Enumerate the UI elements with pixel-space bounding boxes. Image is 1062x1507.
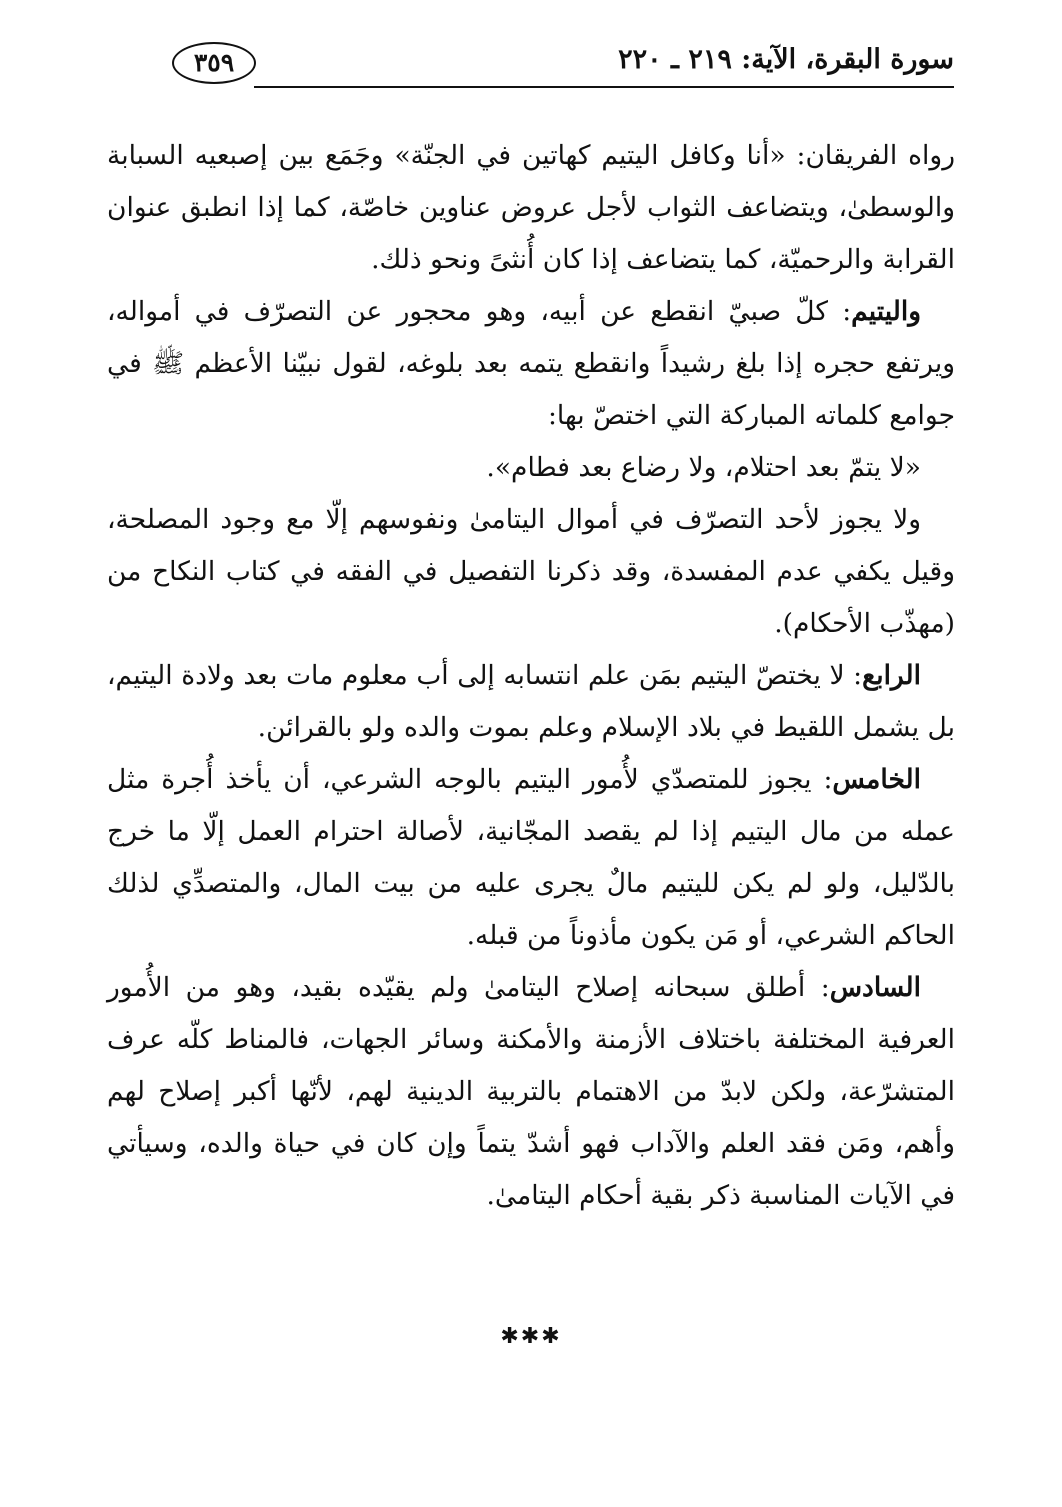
paragraph-lead-term: واليتيم [851, 296, 921, 327]
paragraph-text: : كلّ صبيّ انقطع عن أبيه، وهو محجور عن التصرّف في أمواله، ويرتفع حجره إذا بلغ رشيداً وانقطع يتمه بعد بلوغه، لقول نبيّنا الأعظم ﷺ في جوامع كلماته المباركة التي اختصّ بها: [107, 296, 955, 431]
paragraph-orphan-definition [107, 286, 955, 442]
paragraph-sixth [107, 962, 955, 1222]
paragraph-text: رواه الفريقان: «أنا وكافل اليتيم كهاتين في الجنّة» وجَمَع بين إصبعيه السبابة والوسطىٰ، ويتضاعف الثواب لأجل عروض عناوين خاصّة، كما إذا انطبق عنوان القرابة والرحميّة، كما يتضاعف إذا كان أُنثىً ونحو ذلك. [107, 140, 955, 275]
paragraph-text: «لا يتمّ بعد احتلام، ولا رضاع بعد فطام». [486, 452, 921, 483]
paragraph-fourth [107, 650, 955, 754]
page-body [107, 130, 955, 1222]
paragraph-lead-term: السادس [829, 972, 921, 1003]
paragraph-text: ولا يجوز لأحد التصرّف في أموال اليتامىٰ ونفوسهم إلّا مع وجود المصلحة، وقيل يكفي عدم المفسدة، وقد ذكرنا التفصيل في الفقه في كتاب النكاح من (مهذّب الأحكام). [107, 504, 955, 639]
paragraph-text: : لا يختصّ اليتيم بمَن علم انتسابه إلى أب معلوم مات بعد ولادة اليتيم، بل يشمل اللقيط في بلاد الإسلام وعلم بموت والده ولو بالقرائن. [107, 660, 955, 743]
page-header [172, 40, 954, 90]
paragraph-guardianship [107, 494, 955, 650]
header-rule [254, 86, 954, 88]
section-end-ornament: ✱✱✱ [500, 1324, 562, 1349]
paragraph-hadith-quote [107, 442, 955, 494]
paragraph-text: : أطلق سبحانه إصلاح اليتامىٰ ولم يقيّده بقيد، وهو من الأُمور العرفية المختلفة باختلاف الأزمنة والأمكنة وسائر الجهات، فالمناط كلّه عرف المتشرّعة، ولكن لابدّ من الاهتمام بالتربية الدينية لهم، لأنّها أكبر إصلاح لهم وأهم، ومَن فقد العلم والآداب فهو أشدّ يتماً وإن كان في حياة والده، وسيأتي في الآيات المناسبة ذكر بقية أحكام اليتامىٰ. [107, 972, 955, 1211]
paragraph-text: : يجوز للمتصدّي لأُمور اليتيم بالوجه الشرعي، أن يأخذ أُجرة مثل عمله من مال اليتيم إذا لم يقصد المجّانية، لأصالة احترام العمل إلّا ما خرج بالدّليل، ولو لم يكن لليتيم مالٌ يجرى عليه من بيت المال، والمتصدِّي لذلك الحاكم الشرعي، أو مَن يكون مأذوناً من قبله. [107, 764, 955, 951]
paragraph-hadith-kafil [107, 130, 955, 286]
paragraph-fifth [107, 754, 955, 962]
page-number-badge: ٣٥٩ [172, 42, 256, 84]
running-title: سورة البقرة، الآية: ٢١٩ ـ ٢٢٠ [618, 44, 954, 75]
paragraph-lead-term: الخامس [832, 764, 921, 795]
paragraph-lead-term: الرابع [862, 660, 921, 691]
